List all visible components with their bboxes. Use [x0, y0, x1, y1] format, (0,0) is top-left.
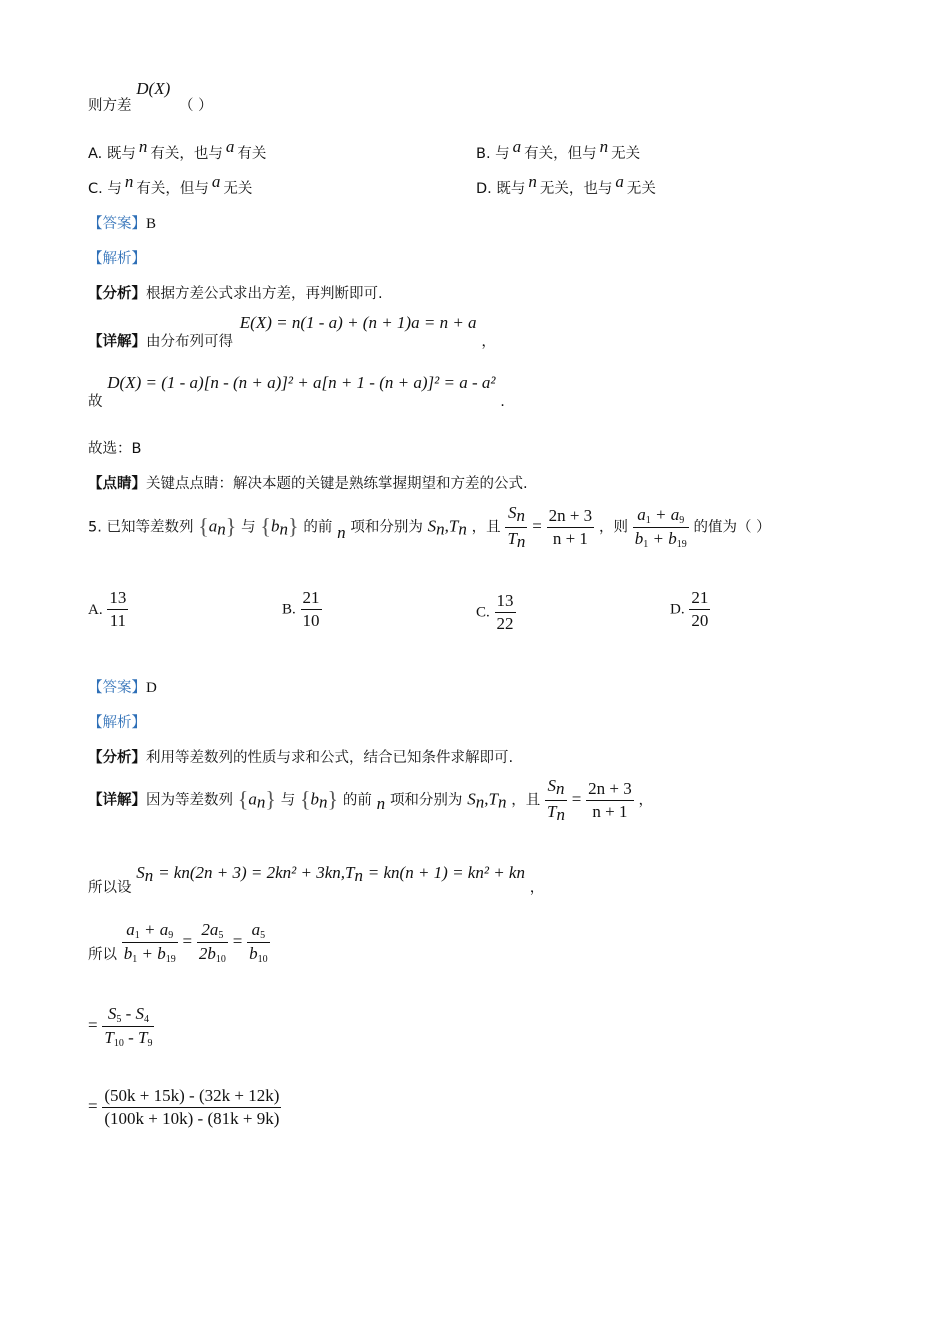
q5-stem: 5. 已知等差数列 $\{a_n\}$ 与 $\{b_n\}$ 的前 n 项和分别为 $S_n,T_n$ ，且 $\frac{S_n}{T_n}$ = $\frac{2n + 3}{n + 1}$ ，则 $\frac{a_1 + a_9}{b_1 + b_{19}}$ 的值为（ ）	[88, 503, 771, 551]
q4-answer	[88, 212, 156, 233]
q4-option-a: A. 既与 n 有关，也与 a 有关	[88, 137, 267, 162]
q4-analysis-tag: 【解析】	[88, 251, 146, 267]
q5-fenxi: 【分析】利用等差数列的性质与求和公式，结合已知条件求解即可.	[88, 750, 514, 766]
q5-question-fraction: $\frac{a_1 + a_9}{b_1 + b_{19}}$	[634, 505, 687, 550]
q5-ratio-lhs: $\frac{S_n}{T_n}$	[507, 503, 526, 551]
q4-stem-suffix: （ ）	[179, 98, 213, 114]
q4-stem-prefix: 则方差	[88, 98, 132, 114]
q5-option-c: C. $\frac{13}{22}$	[476, 591, 514, 633]
q4-answer-tag: 【答案】	[88, 216, 146, 232]
q5-answer: 【答案】D	[88, 680, 157, 696]
q5-option-a: A. $\frac{13}{11}$	[88, 588, 127, 630]
q5-step1: 所以 $\frac{a_1 + a_9}{b_1 + b_{19}}$ = $\frac{2a_5}{2b_{10}}$ = $\frac{a_5}{b_{10}}$	[88, 920, 268, 965]
q4-choose: 故选：B	[88, 441, 142, 457]
q5-step2: = $\frac{S_5 - S_4}{T_{10} - T_9}$	[88, 1004, 153, 1049]
q4-tip: 【点睛】关键点点睛：解决本题的关键是熟练掌握期望和方差的公式.	[88, 476, 528, 492]
q4-answer-value: B	[146, 216, 157, 232]
q5-ratio-rhs: $\frac{2n + 3}{n + 1}$	[548, 506, 593, 548]
q5-step3: = $\frac{(50k + 15k) - (32k + 12k)}{(100k + 10k) - (81k + 9k)}$	[88, 1086, 280, 1128]
q4-fenxi: 【分析】根据方差公式求出方差，再判断即可.	[88, 286, 383, 302]
q4-variance-formula: D(X) = (1 - a)[n - (n + a)]² + a[n + 1 - (n + a)]² = a - a²	[107, 373, 496, 392]
q5-option-d: D. $\frac{21}{20}$	[670, 588, 709, 630]
q5-set: 所以设 $S_n = kn(2n + 3) = 2kn^2 + 3kn,T_n = kn(n + 1) = kn^2$ + kn ，	[88, 863, 545, 896]
q4-variance: 故 D(X) = (1 - a)[n - (n + a)]² + a[n + 1 - (n + a)]² = a - a² .	[88, 373, 505, 410]
q5-option-b: B. $\frac{21}{10}$	[282, 588, 320, 630]
q4-option-d: D. 既与 n 无关，也与 a 无关	[476, 172, 656, 197]
q4-stem-var: D(X)	[136, 79, 171, 98]
q4-stem	[88, 78, 213, 114]
q4-detail: 【详解】由分布列可得 E(X) = n(1 - a) + (n + 1)a = n + a ，	[88, 313, 496, 350]
q4-option-c: C. 与 n 有关，但与 a 无关	[88, 172, 253, 197]
q4-expectation-formula: E(X) = n(1 - a) + (n + 1)a = n + a	[239, 313, 477, 332]
q5-analysis-tag: 【解析】	[88, 715, 146, 731]
q4-option-b: B. 与 a 有关，但与 n 无关	[476, 137, 641, 162]
q5-detail: 【详解】因为等差数列 $\{a_n\}$ 与 $\{b_n\}$ 的前 n 项和分别为 $S_n,T_n$ ，且 $\frac{S_n}{T_n}$ = $\frac{2n + 3}{n + 1}$ ，	[88, 776, 653, 824]
